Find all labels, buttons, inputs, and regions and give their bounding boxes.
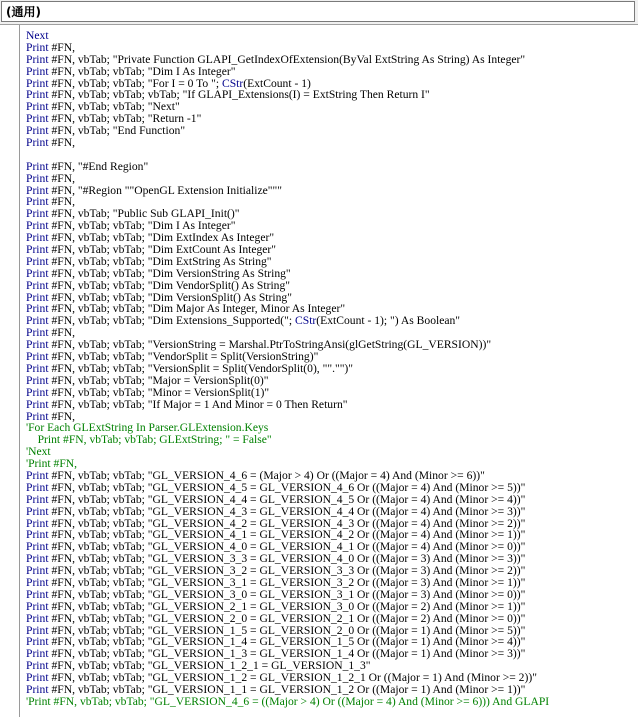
code-keyword: Print: [26, 266, 49, 280]
code-keyword: Print: [26, 52, 49, 66]
code-keyword: Print: [26, 647, 49, 661]
code-text: #FN, vbTab; "Public Sub GLAPI_Init()": [48, 207, 240, 221]
code-line[interactable]: [26, 185, 638, 197]
code-keyword: Print: [26, 480, 49, 494]
code-text: #FN,: [48, 136, 75, 150]
code-text: #FN, vbTab; vbTab; "Return -1": [48, 112, 202, 126]
code-text: #FN, vbTab; vbTab; "Dim VersionString As String": [48, 266, 291, 280]
code-text: #FN, vbTab; vbTab; "GL_VERSION_1_1 = GL_VERSION_1_2 Or ((Major = 1) And (Minor >= 1))": [48, 682, 526, 696]
code-keyword: Print: [26, 171, 49, 185]
code-line[interactable]: [26, 399, 638, 411]
code-keyword: Print: [26, 136, 49, 150]
code-line[interactable]: [26, 434, 638, 446]
code-editor[interactable]: [0, 24, 638, 717]
code-text-area[interactable]: [26, 30, 638, 717]
code-keyword: Print: [26, 40, 49, 54]
code-keyword: Print: [26, 564, 49, 578]
code-keyword: Print: [26, 64, 49, 78]
code-text: (ExtCount - 1): [243, 76, 311, 90]
code-text: #FN, vbTab; vbTab; "Dim ExtIndex As Integer": [48, 231, 275, 245]
code-text: #FN, vbTab; vbTab; "GL_VERSION_3_1 = GL_VERSION_3_2 Or ((Major = 3) And (Minor >= 1))": [48, 575, 526, 589]
code-keyword: Print: [26, 611, 49, 625]
code-keyword: Print: [26, 219, 49, 233]
code-text: #FN, vbTab; vbTab; "GL_VERSION_4_1 = GL_VERSION_4_2 Or ((Major = 4) And (Minor >= 1))": [48, 528, 526, 542]
code-line[interactable]: [26, 696, 638, 708]
code-text: #FN, vbTab; vbTab; "GL_VERSION_1_4 = GL_VERSION_1_5 Or ((Major = 1) And (Minor >= 4))": [48, 635, 526, 649]
code-text: #FN, vbTab; vbTab; "Dim Major As Integer, Minor As Integer": [48, 302, 346, 316]
code-text: #FN, "#Region ""OpenGL Extension Initialize""": [48, 183, 282, 197]
code-text: #FN, vbTab; vbTab; "Dim I As Integer": [48, 64, 236, 78]
code-keyword: Print: [26, 635, 49, 649]
code-keyword: Print: [26, 159, 49, 173]
code-text: (ExtCount - 1); ") As Boolean": [316, 314, 461, 328]
code-keyword: Print: [26, 183, 49, 197]
code-text: #FN, vbTab; vbTab; "For I = 0 To ";: [48, 76, 222, 90]
code-keyword: Print: [26, 76, 49, 90]
code-keyword: Next: [26, 30, 49, 42]
code-text: #FN, vbTab; vbTab; "Dim I As Integer": [48, 219, 236, 233]
code-text: #FN, "#End Region": [48, 159, 149, 173]
code-text: #FN, vbTab; vbTab; "Major = VersionSplit(0)": [48, 373, 269, 387]
code-text: #FN, vbTab; vbTab; "GL_VERSION_2_0 = GL_VERSION_2_1 Or ((Major = 2) And (Minor >= 0))": [48, 611, 526, 625]
code-text: #FN, vbTab; vbTab; "GL_VERSION_1_5 = GL_VERSION_2_0 Or ((Major = 1) And (Minor >= 5))": [48, 623, 526, 637]
code-keyword: Print: [26, 338, 49, 352]
code-text: #FN, vbTab; vbTab; "Dim ExtString As String": [48, 254, 272, 268]
code-keyword: Print: [26, 290, 49, 304]
code-text: #FN, vbTab; vbTab; "GL_VERSION_2_1 = GL_VERSION_3_0 Or ((Major = 2) And (Minor >= 1))": [48, 599, 526, 613]
code-keyword: Print: [26, 659, 49, 673]
code-keyword: Print: [26, 516, 49, 530]
margin-indicator-bar[interactable]: [0, 25, 20, 717]
code-text: #FN,: [48, 326, 75, 340]
code-keyword: Print: [26, 88, 49, 102]
code-text: #FN,: [48, 40, 75, 54]
code-keyword: Print: [26, 492, 49, 506]
code-text: #FN, vbTab; vbTab; "VersionSplit = Split(VendorSplit(0), ""."")": [48, 361, 354, 375]
code-keyword: Print: [26, 540, 49, 554]
code-keyword: CStr: [295, 314, 317, 328]
object-combo-box[interactable]: [1, 1, 635, 22]
code-text: #FN, vbTab; vbTab; "Dim ExtCount As Integer": [48, 243, 277, 257]
code-window-toolbar: [0, 0, 638, 24]
code-line[interactable]: [26, 30, 638, 42]
code-text: #FN, vbTab; vbTab; "GL_VERSION_4_5 = GL_VERSION_4_6 Or ((Major = 4) And (Minor >= 5))": [48, 480, 526, 494]
code-comment: 'Print #FN,: [26, 457, 78, 471]
code-text: #FN, vbTab; vbTab; "GL_VERSION_4_3 = GL_VERSION_4_4 Or ((Major = 4) And (Minor >= 3))": [48, 504, 526, 518]
code-text: #FN, vbTab; "Private Function GLAPI_GetIndexOfExtension(ByVal ExtString As String) As Integer": [48, 52, 526, 66]
code-text: #FN, vbTab; vbTab; "GL_VERSION_4_6 = (Major > 4) Or ((Major = 4) And (Minor >= 6))": [48, 468, 485, 482]
code-text: #FN, vbTab; vbTab; "Dim VendorSplit() As String": [48, 278, 290, 292]
code-keyword: Print: [26, 397, 49, 411]
code-keyword: Print: [26, 671, 49, 685]
code-keyword: Print: [26, 195, 49, 209]
code-keyword: Print: [26, 314, 49, 328]
code-keyword: Print: [26, 302, 49, 316]
code-text: #FN, vbTab; vbTab; "GL_VERSION_4_2 = GL_VERSION_4_3 Or ((Major = 4) And (Minor >= 2))": [48, 516, 526, 530]
code-keyword: Print: [26, 552, 49, 566]
code-keyword: CStr: [221, 76, 244, 90]
code-comment: Print #FN, vbTab; vbTab; GLExtString; " = False": [26, 433, 272, 447]
code-comment: 'Print #FN, vbTab; vbTab; "GL_VERSION_4_6 = ((Major > 4) Or ((Major = 4) And (Minor >= 6))) And GLAPI: [26, 694, 550, 708]
code-text: #FN, vbTab; vbTab; "GL_VERSION_1_2 = GL_VERSION_1_2_1 Or ((Major = 1) And (Minor >= 2))": [48, 671, 537, 685]
code-keyword: Print: [26, 207, 49, 221]
code-line[interactable]: [26, 315, 638, 327]
code-keyword: Print: [26, 599, 49, 613]
code-keyword: Print: [26, 100, 49, 114]
code-text: #FN, vbTab; vbTab; "GL_VERSION_1_3 = GL_VERSION_1_4 Or ((Major = 1) And (Minor >= 3))": [48, 647, 526, 661]
code-text: #FN, vbTab; vbTab; "GL_VERSION_3_2 = GL_VERSION_3_3 Or ((Major = 3) And (Minor >= 2))": [48, 564, 526, 578]
code-text: #FN, vbTab; vbTab; "VersionString = Marshal.PtrToStringAnsi(glGetString(GL_VERSION))": [48, 338, 492, 352]
code-keyword: Print: [26, 278, 49, 292]
code-text: #FN, vbTab; vbTab; vbTab; "If GLAPI_Extensions(I) = ExtString Then Return I": [48, 88, 430, 102]
code-line[interactable]: [26, 125, 638, 137]
code-text: #FN, vbTab; vbTab; "Dim Extensions_Supported(";: [48, 314, 296, 328]
code-keyword: Print: [26, 254, 49, 268]
code-text: #FN, vbTab; vbTab; "Dim VersionSplit() As String": [48, 290, 292, 304]
code-keyword: Print: [26, 350, 49, 364]
code-line[interactable]: [26, 161, 638, 173]
code-keyword: Print: [26, 385, 49, 399]
code-text: #FN,: [48, 171, 75, 185]
code-keyword: Print: [26, 361, 49, 375]
code-comment: 'Next: [26, 445, 51, 459]
code-text: #FN, vbTab; "End Function": [48, 124, 186, 138]
code-text: #FN,: [48, 195, 75, 209]
code-text: #FN, vbTab; vbTab; "GL_VERSION_4_0 = GL_VERSION_4_1 Or ((Major = 4) And (Minor >= 0))": [48, 540, 526, 554]
object-combo-value: (通用): [6, 5, 41, 19]
code-keyword: Print: [26, 504, 49, 518]
code-text: #FN, vbTab; vbTab; "GL_VERSION_3_3 = GL_VERSION_4_0 Or ((Major = 3) And (Minor >= 3))": [48, 552, 526, 566]
code-keyword: Print: [26, 373, 49, 387]
code-keyword: Print: [26, 112, 49, 126]
code-keyword: Print: [26, 682, 49, 696]
code-keyword: Print: [26, 231, 49, 245]
code-keyword: Print: [26, 409, 49, 423]
code-line[interactable]: [26, 446, 638, 458]
code-keyword: Print: [26, 243, 49, 257]
code-text: #FN, vbTab; vbTab; "GL_VERSION_1_2_1 = GL_VERSION_1_3": [48, 659, 371, 673]
code-keyword: Print: [26, 124, 49, 138]
code-keyword: Print: [26, 468, 49, 482]
code-keyword: Print: [26, 326, 49, 340]
code-text: #FN, vbTab; vbTab; "If Major = 1 And Minor = 0 Then Return": [48, 397, 348, 411]
code-text: #FN, vbTab; vbTab; "VendorSplit = Split(VersionString)": [48, 350, 319, 364]
code-text: #FN, vbTab; vbTab; "Minor = VersionSplit(1)": [48, 385, 270, 399]
code-comment: 'For Each GLExtString In Parser.GLExtension.Keys: [26, 421, 269, 435]
code-text: #FN, vbTab; vbTab; "GL_VERSION_3_0 = GL_VERSION_3_1 Or ((Major = 3) And (Minor >= 0))": [48, 587, 526, 601]
code-keyword: Print: [26, 587, 49, 601]
code-keyword: Print: [26, 575, 49, 589]
code-keyword: Print: [26, 623, 49, 637]
code-line[interactable]: [26, 137, 638, 149]
code-text: #FN,: [48, 409, 75, 423]
code-keyword: Print: [26, 528, 49, 542]
code-text: #FN, vbTab; vbTab; "Next": [48, 100, 180, 114]
code-text: #FN, vbTab; vbTab; "GL_VERSION_4_4 = GL_VERSION_4_5 Or ((Major = 4) And (Minor >= 4))": [48, 492, 526, 506]
